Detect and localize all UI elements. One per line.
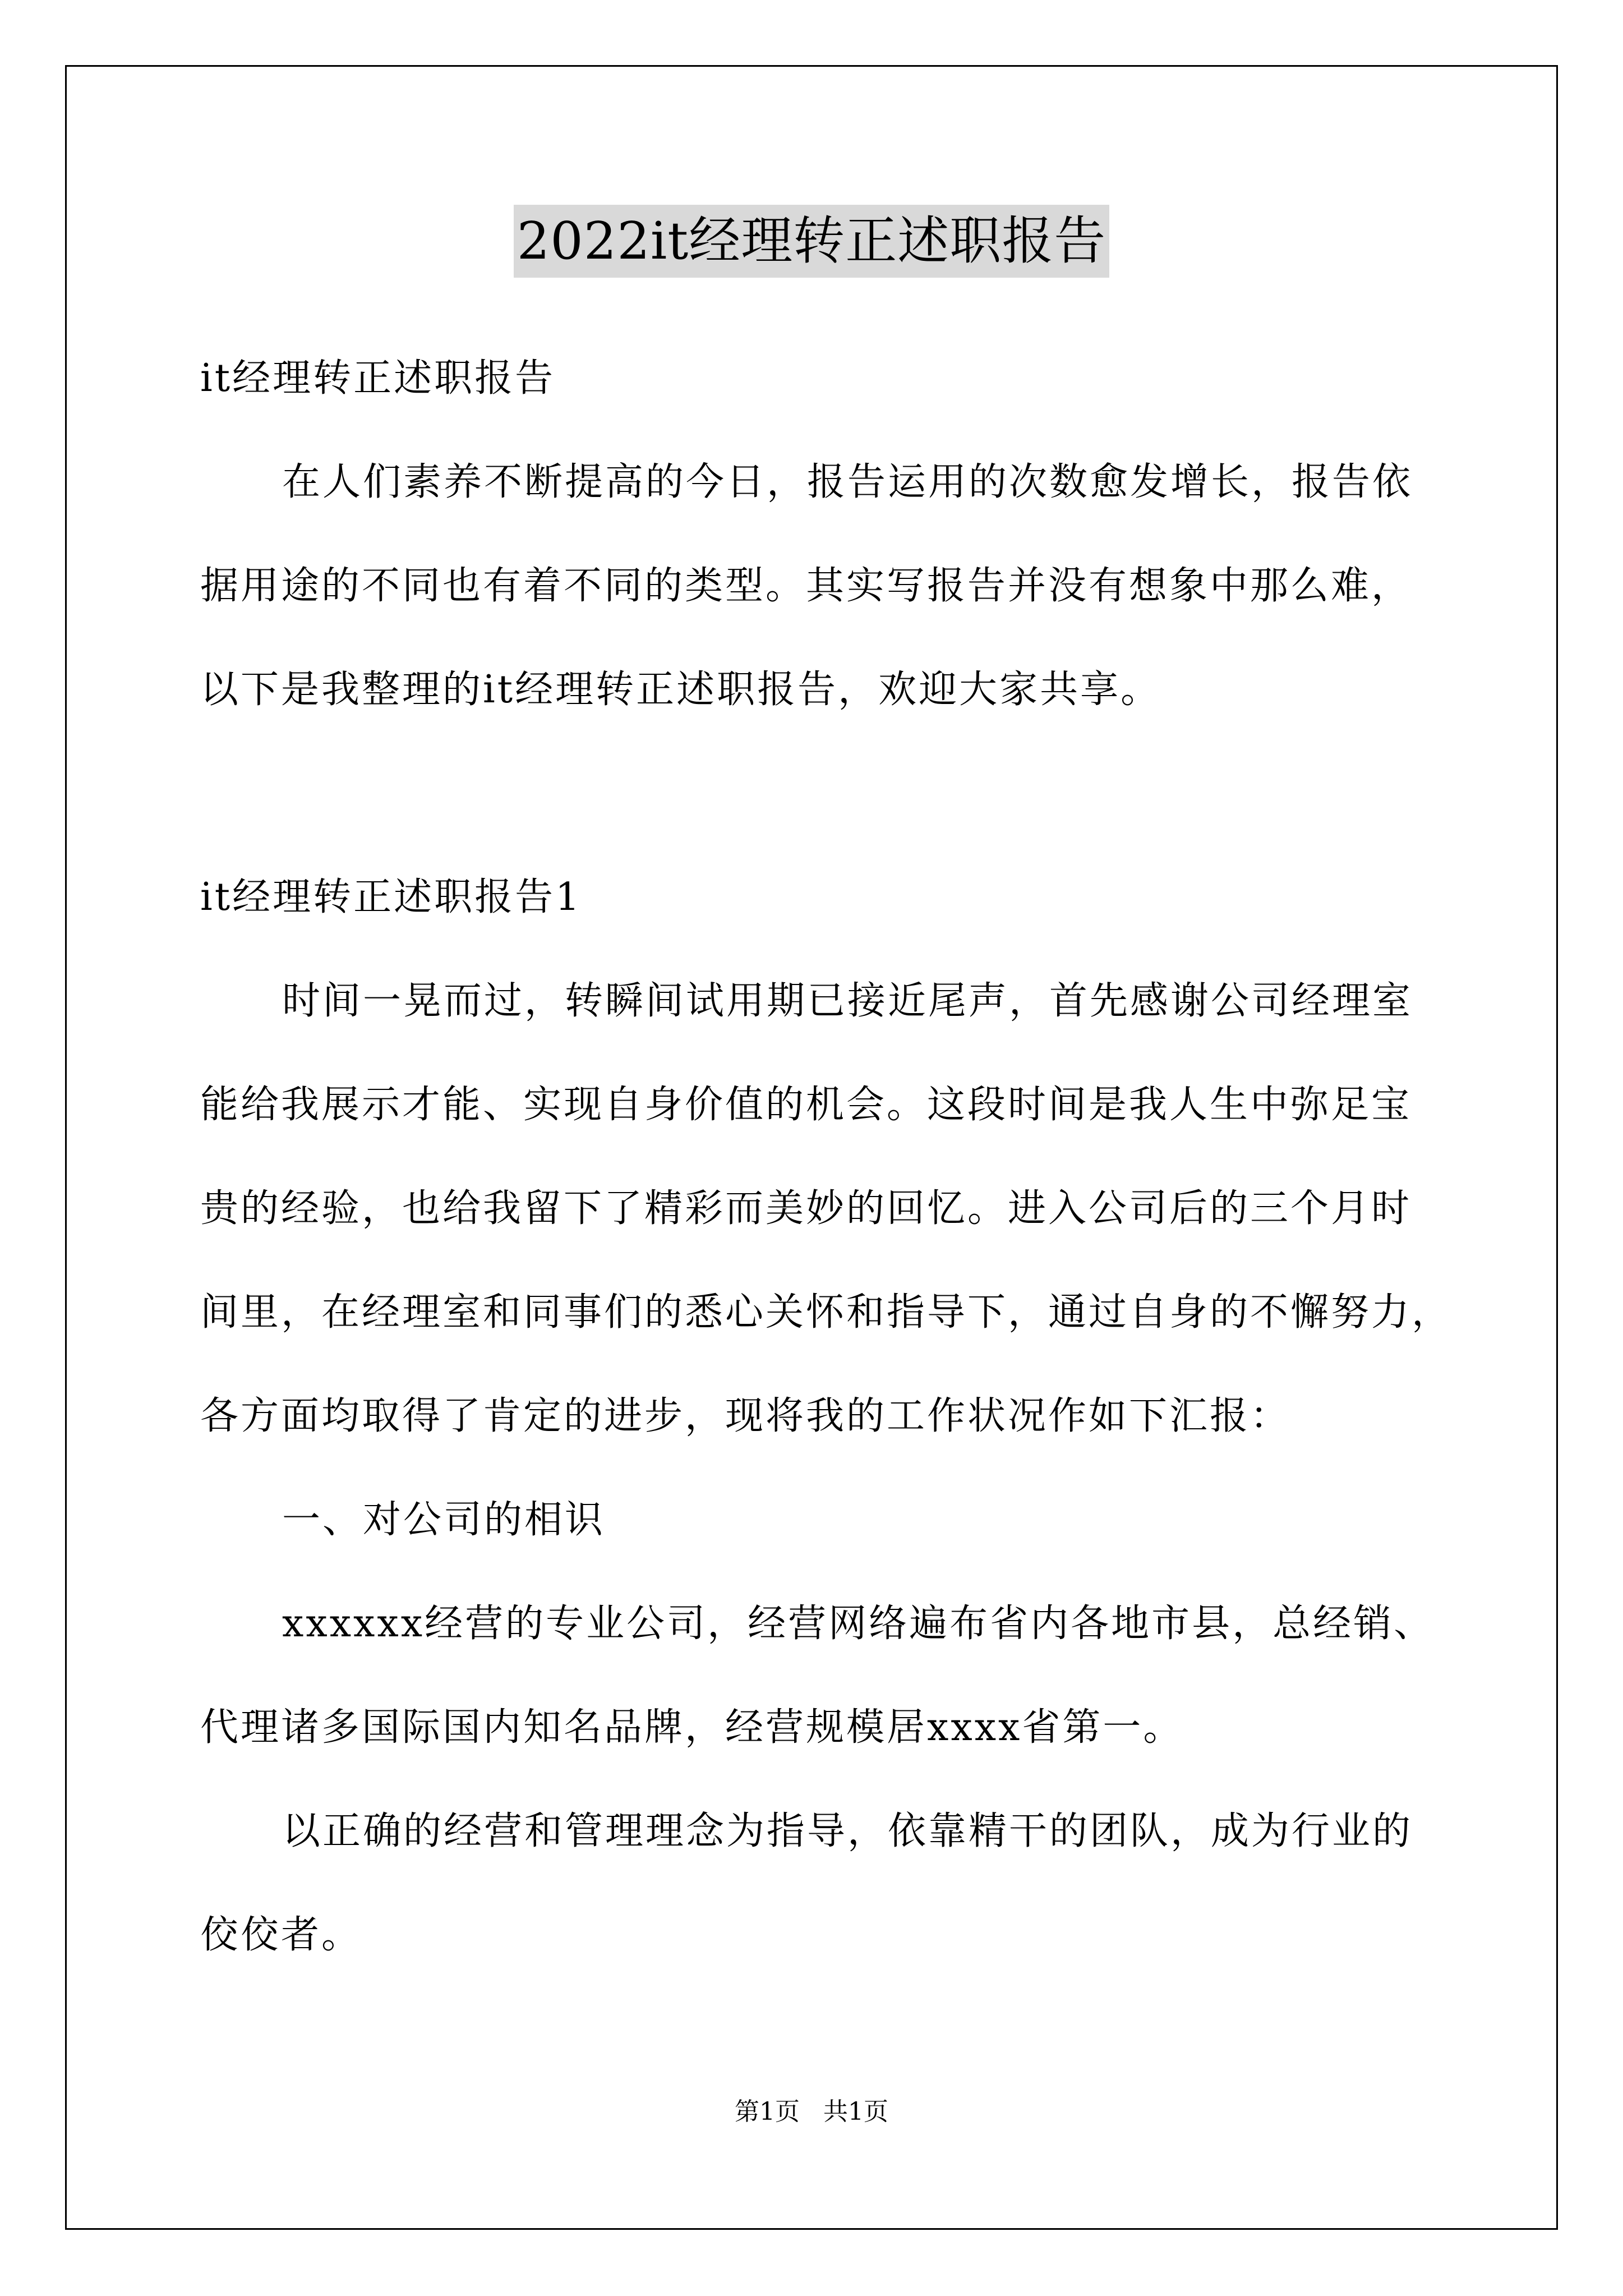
- section-heading: it经理转正述职报告1: [200, 875, 582, 919]
- title-container: [0, 205, 1623, 278]
- paragraph-1-line-1: 时间一晃而过，转瞬间试用期已接近尾声，首先感谢公司经理室: [282, 979, 1413, 1023]
- intro-line-3: 以下是我整理的it经理转正述职报告，欢迎大家共享。: [200, 668, 1161, 712]
- intro-line-2: 据用途的不同也有着不同的类型。其实写报告并没有想象中那么难，: [200, 564, 1412, 608]
- intro-line-1: 在人们素养不断提高的今日，报告运用的次数愈发增长，报告依: [282, 460, 1413, 504]
- paragraph-3-line-1: 以正确的经营和管理理念为指导，依靠精干的团队，成为行业的: [282, 1809, 1413, 1853]
- page-footer: 第1页 共1页: [735, 2097, 888, 2126]
- document-subtitle: it经理转正述职报告: [200, 356, 556, 401]
- paragraph-2-line-1: xxxxxx经营的专业公司，经营网络遍布省内各地市县，总经销、: [282, 1602, 1435, 1646]
- subheading-1: 一、对公司的相识: [282, 1498, 606, 1542]
- paragraph-1-line-4: 间里，在经理室和同事们的悉心关怀和指导下，通过自身的不懈努力，: [200, 1290, 1453, 1335]
- document-title: 2022it经理转正述职报告: [514, 205, 1110, 278]
- paragraph-2-line-2: 代理诸多国际国内知名品牌，经营规模居xxxx省第一。: [200, 1705, 1184, 1750]
- paragraph-1-line-5: 各方面均取得了肯定的进步，现将我的工作状况作如下汇报：: [200, 1394, 1291, 1438]
- paragraph-1-line-2: 能给我展示才能、实现自身价值的机会。这段时间是我人生中弥足宝: [200, 1083, 1412, 1127]
- paragraph-3-line-2: 佼佼者。: [200, 1913, 362, 1957]
- paragraph-1-line-3: 贵的经验，也给我留下了精彩而美妙的回忆。进入公司后的三个月时: [200, 1186, 1412, 1231]
